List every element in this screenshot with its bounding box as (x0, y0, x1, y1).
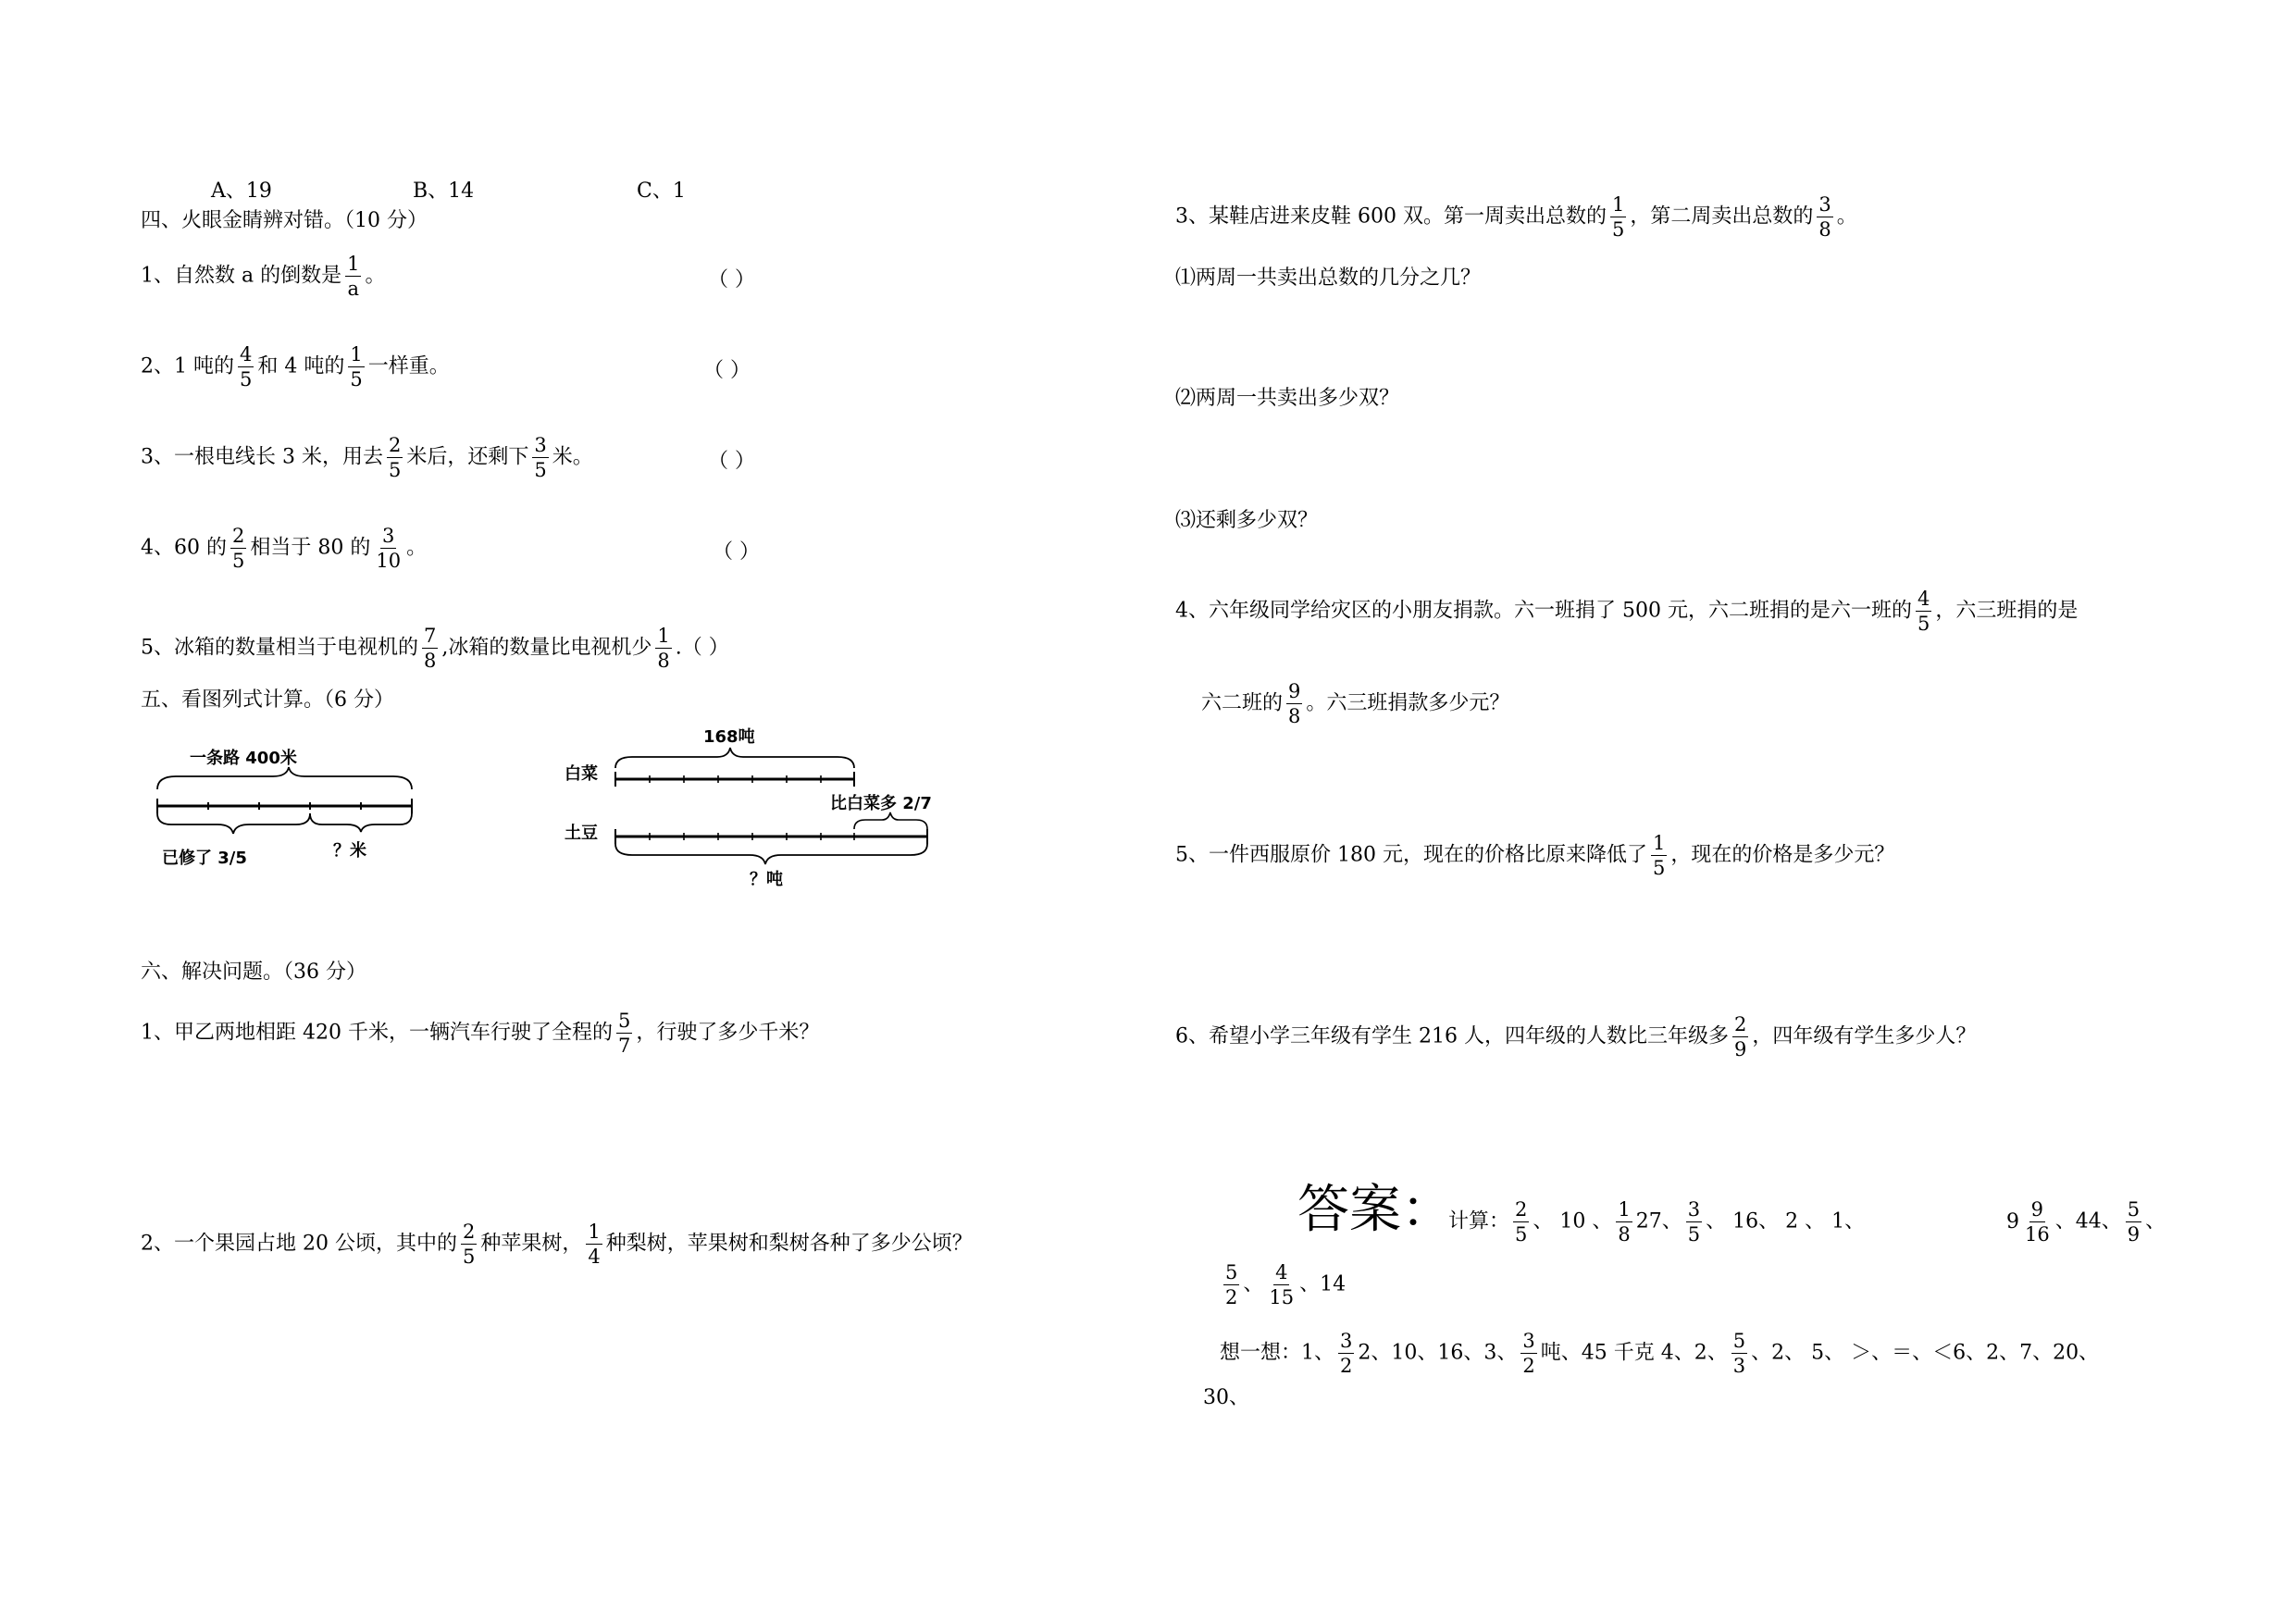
denominator: 2 (1225, 1286, 1238, 1309)
q-text: 米。 (552, 445, 593, 469)
answer-text: 、44、 (2054, 1209, 2122, 1233)
answer-text: 、2、 5、 ＞、＝、＜6、2、7、20、 (1751, 1341, 2100, 1365)
right-q4 (1175, 589, 2078, 634)
fraction (348, 344, 364, 390)
section-4-q5 (141, 626, 729, 671)
numerator: 4 (238, 344, 254, 367)
q-text: ，六三班捐的是 (1935, 599, 2079, 623)
fraction (1616, 1199, 1632, 1245)
denominator: 8 (424, 650, 437, 673)
mixed-number (2006, 1199, 2055, 1245)
fraction (1338, 1331, 1354, 1376)
q-text: .（ ） (675, 636, 729, 660)
fraction (1651, 833, 1667, 878)
q-text: 1、甲乙两地相距 420 千米，一辆汽车行驶了全程的 (141, 1021, 613, 1045)
remaining-label: ？米 (333, 841, 366, 861)
fraction (1267, 1262, 1296, 1308)
right-q3 (1175, 194, 1857, 240)
q-text: 5、冰箱的数量相当于电视机的 (141, 636, 418, 660)
denominator: 5 (462, 1246, 476, 1269)
q-text: 1、自然数 a 的倒数是 (141, 264, 342, 288)
numerator: 2 (1513, 1199, 1529, 1222)
section-4-q1 (141, 254, 386, 299)
fraction (616, 1010, 632, 1056)
fraction (1916, 589, 1931, 634)
cabbage-label: 白菜 (565, 764, 598, 784)
q-text: ，第二周卖出总数的 (1630, 205, 1814, 229)
numerator: 1 (1616, 1199, 1632, 1222)
cabbage-brace (615, 748, 854, 768)
answers-title: 答案： (1297, 1180, 1453, 1240)
q-text: 相当于 80 的 (250, 536, 371, 560)
denominator: 9 (1733, 1038, 1747, 1061)
answers-calc-line (1448, 1199, 1865, 1245)
section-4-q2 (141, 344, 450, 390)
choice-a: A、19 (211, 180, 272, 203)
think-label: 想一想：1、 (1220, 1341, 1334, 1365)
denominator: 5 (240, 368, 253, 391)
fraction (345, 254, 361, 299)
answers-last: 30、 (1203, 1386, 1249, 1409)
extra-brace (854, 812, 927, 829)
denominator: 16 (2025, 1223, 2050, 1246)
fraction (1732, 1014, 1748, 1060)
answer-paren: （ ） (713, 540, 760, 564)
fraction (2023, 1199, 2052, 1245)
numerator: 3 (380, 526, 396, 549)
q-text: ，四年级有学生多少人？ (1752, 1024, 1977, 1048)
denominator: 2 (1340, 1355, 1353, 1378)
denominator: 3 (1732, 1355, 1746, 1378)
numerator: 3 (1338, 1331, 1354, 1354)
q-text: 一样重。 (367, 354, 450, 378)
fraction (655, 626, 671, 671)
calc-label: 计算： (1448, 1209, 1510, 1233)
q-text: 2、1 吨的 (141, 354, 234, 378)
numerator: 5 (1731, 1331, 1747, 1354)
cabbage-total-label: 168吨 (703, 727, 755, 747)
potato-total-label: ？吨 (750, 870, 783, 888)
road-total-brace (157, 767, 412, 789)
section-6-title: 六、解决问题。（36 分） (141, 961, 366, 984)
denominator: 5 (1652, 857, 1666, 880)
answer-paren: （ ） (708, 450, 755, 473)
fraction (1286, 681, 1302, 726)
section-6-q1 (141, 1010, 819, 1056)
road-diagram (148, 736, 426, 874)
fraction (1513, 1199, 1529, 1245)
denominator: a (347, 278, 360, 301)
denominator: 8 (1818, 218, 1831, 242)
q-text: 。六三班捐款多少元？ (1306, 691, 1510, 715)
q-text: 。 (1836, 205, 1857, 229)
denominator: 7 (617, 1035, 631, 1058)
q-text: 种苹果树， (480, 1232, 583, 1256)
q-text: 4、六年级同学给灾区的小朋友捐款。六一班捐了 500 元，六二班捐的是六一班的 (1175, 599, 1912, 623)
numerator: 1 (348, 344, 364, 367)
fraction (1817, 194, 1832, 240)
section-5-title: 五、看图列式计算。（6 分） (141, 688, 394, 712)
q-text: 5、一件西服原价 180 元，现在的价格比原来降低了 (1175, 843, 1647, 867)
q-text: 种梨树，苹果树和梨树各种了多少公顷？ (605, 1232, 973, 1256)
denominator: 4 (588, 1246, 601, 1269)
denominator: 5 (232, 550, 245, 573)
fraction (1223, 1262, 1239, 1308)
answer-text: 、 (1243, 1272, 1264, 1296)
q-text: ，现在的价格是多少元？ (1670, 843, 1895, 867)
numerator: 1 (345, 254, 361, 277)
numerator: 2 (387, 435, 403, 458)
denominator: 2 (1522, 1355, 1535, 1378)
numerator: 3 (1686, 1199, 1702, 1222)
answer-text: 、 (2145, 1209, 2166, 1233)
denominator: 5 (1917, 613, 1930, 636)
q-text: 3、一根电线长 3 米，用去 (141, 445, 383, 469)
answer-text: 吨、45 千克 4、2、 (1540, 1341, 1728, 1365)
numerator: 2 (1732, 1014, 1748, 1037)
fraction (1610, 194, 1626, 240)
right-q5 (1175, 833, 1894, 878)
section-6-q2 (141, 1221, 973, 1267)
right-q6 (1175, 1014, 1976, 1060)
denominator: 9 (2127, 1223, 2141, 1246)
numerator: 1 (586, 1221, 602, 1245)
answer-text: 、 16、 2 、 1、 (1706, 1209, 1866, 1233)
fraction (2126, 1199, 2141, 1245)
right-q3-sub3: ⑶还剩多少双？ (1175, 509, 1319, 532)
denominator: 8 (1288, 705, 1301, 728)
mixed-whole: 9 (2006, 1209, 2019, 1233)
right-q3-sub2: ⑵两周一共卖出多少双？ (1175, 387, 1400, 410)
choice-c: C、1 (637, 180, 686, 203)
q-text: 。 (406, 536, 428, 560)
q-text: 六二班的 (1201, 691, 1284, 715)
answer-text: 2、10、16、3、 (1358, 1341, 1518, 1365)
q-text: 米后，还剩下 (406, 445, 529, 469)
fraction (1686, 1199, 1702, 1245)
denominator: 8 (1618, 1223, 1631, 1246)
denominator: 8 (657, 650, 670, 673)
answer-paren: （ ） (708, 268, 755, 291)
q-text: 3、某鞋店进来皮鞋 600 双。第一周卖出总数的 (1175, 205, 1607, 229)
fraction (1731, 1331, 1747, 1376)
q-text: 和 4 吨的 (257, 354, 345, 378)
denominator: 15 (1269, 1286, 1295, 1309)
q-text: ,冰箱的数量比电视机少 (441, 636, 652, 660)
numerator: 9 (1286, 681, 1302, 704)
answers-think-line (1220, 1331, 2099, 1376)
potato-brace (615, 844, 927, 864)
numerator: 4 (1916, 589, 1931, 612)
answers-line-2 (1220, 1262, 1346, 1308)
right-q3-sub1: ⑴两周一共卖出总数的几分之几？ (1175, 267, 1482, 290)
choice-b: B、14 (413, 180, 475, 203)
numerator: 9 (2029, 1199, 2045, 1222)
numerator: 3 (1520, 1331, 1536, 1354)
denominator: 5 (534, 459, 547, 482)
answers-calc-line-end (2006, 1199, 2166, 1245)
q-text: 。 (365, 264, 386, 288)
denominator: 5 (388, 459, 402, 482)
denominator: 5 (1611, 218, 1625, 242)
vegetable-diagram (560, 722, 939, 888)
fraction (422, 626, 438, 671)
numerator: 7 (422, 626, 438, 649)
right-q4-line2 (1201, 681, 1509, 726)
numerator: 3 (532, 435, 548, 458)
numerator: 1 (1651, 833, 1667, 856)
denominator: 5 (1687, 1223, 1701, 1246)
section-4-q3 (141, 435, 593, 480)
fraction (238, 344, 254, 390)
road-total-label: 一条路 400米 (190, 749, 297, 768)
numerator: 5 (616, 1010, 632, 1034)
potato-label: 土豆 (565, 824, 598, 843)
fraction (230, 526, 246, 571)
remaining-brace (310, 813, 412, 832)
fraction (1520, 1331, 1536, 1376)
denominator: 5 (350, 368, 363, 391)
fraction (374, 526, 403, 571)
denominator: 10 (376, 550, 402, 573)
section-4-q4 (141, 526, 427, 571)
numerator: 3 (1817, 194, 1832, 217)
q-text: 4、60 的 (141, 536, 227, 560)
section-4-title: 四、火眼金睛辨对错。（10 分） (141, 209, 428, 232)
fraction (387, 435, 403, 480)
answer-text: 、14 (1299, 1272, 1347, 1296)
numerator: 1 (655, 626, 671, 649)
fraction (461, 1221, 477, 1267)
answer-paren: （ ） (703, 359, 751, 382)
q-text: 2、一个果园占地 20 公顷，其中的 (141, 1232, 457, 1256)
numerator: 4 (1273, 1262, 1289, 1285)
numerator: 2 (230, 526, 246, 549)
more-than-cabbage-label: 比白菜多 2/7 (830, 794, 932, 813)
repaired-brace (157, 813, 310, 834)
numerator: 2 (461, 1221, 477, 1245)
fraction (586, 1221, 602, 1267)
numerator: 1 (1610, 194, 1626, 217)
repaired-label: 已修了 3/5 (162, 849, 247, 868)
fraction (532, 435, 548, 480)
q-text: ，行驶了多少千米？ (636, 1021, 820, 1045)
q-text: 6、希望小学三年级有学生 216 人，四年级的人数比三年级多 (1175, 1024, 1729, 1048)
denominator: 5 (1515, 1223, 1528, 1246)
numerator: 5 (1223, 1262, 1239, 1285)
numerator: 5 (2126, 1199, 2141, 1222)
answer-text: 、 10 、 (1533, 1209, 1613, 1233)
answer-text: 27、 (1635, 1209, 1682, 1233)
